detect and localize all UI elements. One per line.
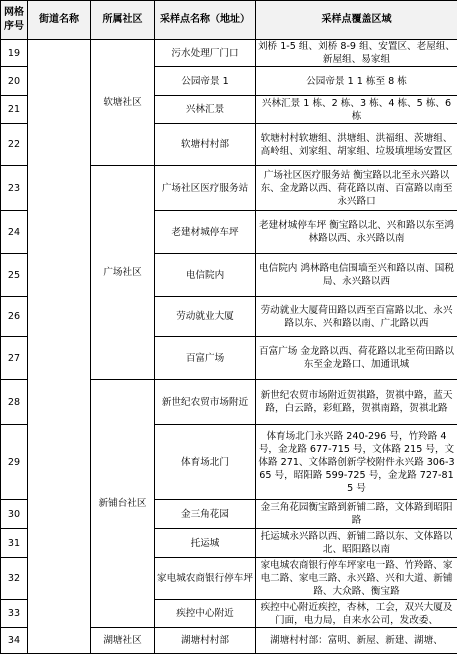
- community-cell: 新铺台社区: [91, 380, 155, 628]
- row-site: 老建材城停车坪: [155, 211, 256, 254]
- header-no: 网格序号: [1, 1, 28, 40]
- row-area: 劳动就业大厦荷田路以西至百富路以北、永兴路以东、兴和路以南、广北路以西: [256, 297, 457, 337]
- row-area: 托运城永兴路以西、新铺二路以东、文体路以北、昭阳路以南: [256, 529, 457, 558]
- header-site: 采样点名称（地址）: [155, 1, 256, 40]
- header-community: 所属社区: [91, 1, 155, 40]
- row-area: 湖塘村村部：富明、新屋、新建、湖塘、: [256, 628, 457, 654]
- row-area: 广场社区医疗服务站 衡宝路以北至永兴路以东、金龙路以西、荷花路以南、百富路以南至永兴路口: [256, 166, 457, 211]
- row-no: 19: [1, 40, 28, 67]
- row-no: 23: [1, 166, 28, 211]
- row-site: 百富广场: [155, 337, 256, 380]
- row-area: 百富广场 金龙路以西、荷花路以北至荷田路以东至金龙路口、加通讯城: [256, 337, 457, 380]
- row-no: 25: [1, 254, 28, 297]
- community-cell: 软塘社区: [91, 40, 155, 166]
- row-no: 29: [1, 425, 28, 500]
- row-area: 疾控中心附近疾控，杏林，工会，双兴大厦及门面，电力局，自来水公司，发改委、: [256, 600, 457, 628]
- row-site: 劳动就业大厦: [155, 297, 256, 337]
- row-no: 20: [1, 67, 28, 96]
- street-name-cell: [28, 40, 91, 654]
- row-no: 34: [1, 628, 28, 654]
- header-area: 采样点覆盖区域: [256, 1, 457, 40]
- row-no: 22: [1, 124, 28, 166]
- row-site: 兴林汇景: [155, 96, 256, 124]
- row-site: 公园帝景 1: [155, 67, 256, 96]
- row-no: 27: [1, 337, 28, 380]
- table-row: [1, 40, 457, 67]
- community-cell: 广场社区: [91, 166, 155, 380]
- row-site: 新世纪农贸市场附近: [155, 380, 256, 425]
- row-site: 托运城: [155, 529, 256, 558]
- row-no: 24: [1, 211, 28, 254]
- row-site: 金三角花园: [155, 500, 256, 529]
- row-site: 湖塘村村部: [155, 628, 256, 654]
- row-area: 刘桥 1-5 组、刘桥 8-9 组、安置区、老屋组、新屋组、易家组: [256, 40, 457, 67]
- header-street: 街道名称: [28, 1, 91, 40]
- row-no: 30: [1, 500, 28, 529]
- row-area: 家电城农商银行停车坪家电一路、竹羚路、家电二路、家电三路、永兴路、兴和大道、新铺路、大众路、衡宝路: [256, 558, 457, 600]
- row-area: 体育场北门永兴路 240-296 号，竹羚路 4 号，金龙路 677-715 号，文体路 215 号，文体路 271、文体路创新学校附件永兴路 306-365 号，昭阳路 599-725 号，金龙路 727-815 号: [256, 425, 457, 500]
- row-site: 电信院内: [155, 254, 256, 297]
- community-cell: 湖塘社区: [91, 628, 155, 654]
- row-area: 兴林汇景 1 栋、2 栋、3 栋、4 栋、5 栋、6 栋: [256, 96, 457, 124]
- row-no: 21: [1, 96, 28, 124]
- row-area: 老建材城停车坪 衡宝路以北、兴和路以东至鸿林路以西、永兴路以南: [256, 211, 457, 254]
- row-area: 金三角花园衡宝路到新铺二路，文体路到昭阳路: [256, 500, 457, 529]
- row-area: 公园帝景 1 1 栋至 8 栋: [256, 67, 457, 96]
- row-area: 新世纪农贸市场附近贺祺路，贺祺中路，蓝天路，白云路，彩虹路，贺祺南路，贺祺北路: [256, 380, 457, 425]
- table-header-row: [1, 1, 457, 40]
- row-site: 软塘村村部: [155, 124, 256, 166]
- row-no: 31: [1, 529, 28, 558]
- row-no: 33: [1, 600, 28, 628]
- row-no: 32: [1, 558, 28, 600]
- row-area: 软塘村村软塘组、洪塘组、洪福组、茨塘组、高岭组、刘家组、胡家组、垃圾填埋场安置区: [256, 124, 457, 166]
- row-site: 家电城农商银行停车坪: [155, 558, 256, 600]
- row-area: 电信院内 鸿林路电信围墙至兴和路以南、国税局、永兴路以西: [256, 254, 457, 297]
- row-no: 26: [1, 297, 28, 337]
- row-site: 污水处理厂门口: [155, 40, 256, 67]
- row-site: 广场社区医疗服务站: [155, 166, 256, 211]
- row-no: 28: [1, 380, 28, 425]
- row-site: 体育场北门: [155, 425, 256, 500]
- row-site: 疾控中心附近: [155, 600, 256, 628]
